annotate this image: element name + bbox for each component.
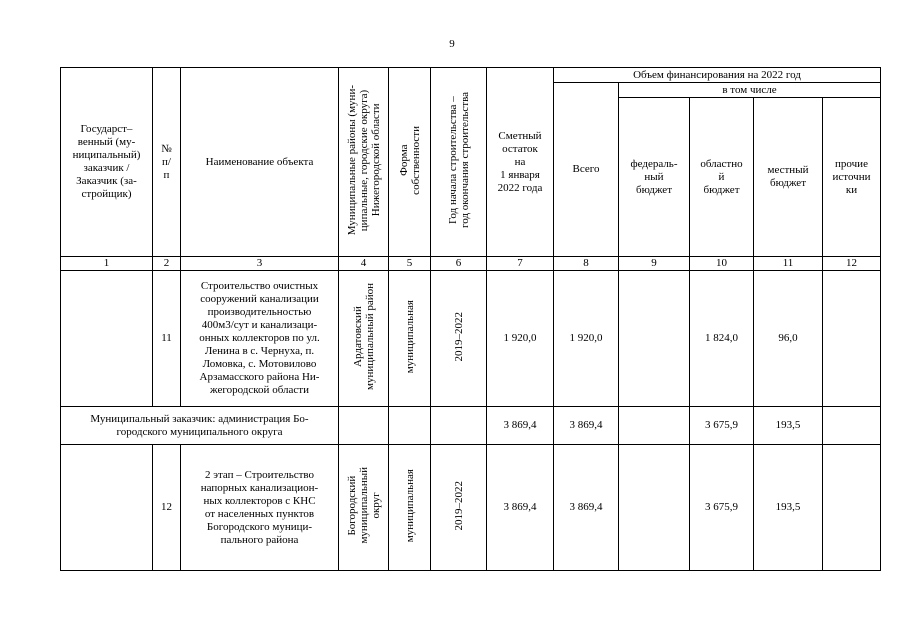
row12-remainder: 3 869,4 [487, 445, 554, 571]
customer-regional: 3 675,9 [690, 407, 754, 445]
header-total: Всего [554, 83, 619, 257]
table-row-12 [61, 445, 881, 571]
col-num-8: 8 [554, 257, 619, 271]
header-municipality-cell [339, 68, 389, 257]
row11-total: 1 920,0 [554, 271, 619, 407]
financing-table [60, 67, 881, 571]
customer-label: Муниципальный заказчик: администрация Бо- городского муниципального округа [61, 407, 339, 445]
row12-ownership: муниципальная [403, 468, 416, 543]
col-num-11: 11 [754, 257, 823, 271]
row12-local: 193,5 [754, 445, 823, 571]
row12-ownership-cell [389, 445, 431, 571]
row11-regional: 1 824,0 [690, 271, 754, 407]
row12-municipality: Богородский муниципальный округ [345, 467, 382, 544]
header-customer: Государст– венный (му- ниципальный) заказчик / Заказчик (за- стройщик) [61, 68, 153, 257]
row12-years-cell [431, 445, 487, 571]
row11-municipality-cell [339, 271, 389, 407]
col-num-4: 4 [339, 257, 389, 271]
header-object-name: Наименование объекта [181, 68, 339, 257]
row11-name: Строительство очистных сооружений канализации производительностью 400м3/сут и канализаци- онных коллекторов по ул. Ленина в с. Чернуха, п. Ломовка, с. Мотовилово Арзамасского района Ни- жегородской области [181, 271, 339, 407]
row12-federal [619, 445, 690, 571]
header-regional: областно й бюджет [690, 98, 754, 257]
row11-num: 11 [153, 271, 181, 407]
customer-municipality [339, 407, 389, 445]
header-federal: федераль- ный бюджет [619, 98, 690, 257]
header-including: в том числе [619, 83, 881, 98]
row11-customer [61, 271, 153, 407]
header-municipality: Муниципальные районы (муни- ципальные, городские округа) Нижегородской области [345, 84, 382, 236]
row12-name: 2 этап – Строительство напорных канализацион- ных коллекторов с КНС от населенных пунктов Богородского муници- пального района [181, 445, 339, 571]
row11-federal [619, 271, 690, 407]
customer-years [431, 407, 487, 445]
row12-years: 2019–2022 [452, 480, 465, 531]
row11-years-cell [431, 271, 487, 407]
row11-municipality: Ардатовский муниципальный район [351, 283, 376, 390]
customer-federal [619, 407, 690, 445]
col-num-6: 6 [431, 257, 487, 271]
customer-remainder: 3 869,4 [487, 407, 554, 445]
col-num-10: 10 [690, 257, 754, 271]
customer-local: 193,5 [754, 407, 823, 445]
row12-municipality-cell [339, 445, 389, 571]
row11-remainder: 1 920,0 [487, 271, 554, 407]
header-ownership: Форма собственности [397, 125, 422, 195]
header-local: местный бюджет [754, 98, 823, 257]
customer-ownership [389, 407, 431, 445]
header-years: Год начала строительства – год окончания строительства [446, 92, 471, 228]
row12-other [823, 445, 881, 571]
header-ownership-cell [389, 68, 431, 257]
row12-customer [61, 445, 153, 571]
col-num-9: 9 [619, 257, 690, 271]
header-financing-total: Объем финансирования на 2022 год [554, 68, 881, 83]
header-remainder: Сметный остаток на 1 января 2022 года [487, 68, 554, 257]
column-number-row [61, 257, 881, 271]
customer-other [823, 407, 881, 445]
col-num-1: 1 [61, 257, 153, 271]
customer-row [61, 407, 881, 445]
row12-regional: 3 675,9 [690, 445, 754, 571]
col-num-2: 2 [153, 257, 181, 271]
row12-total: 3 869,4 [554, 445, 619, 571]
page-number: 9 [449, 38, 455, 50]
row11-years: 2019–2022 [452, 311, 465, 362]
table-row-11 [61, 271, 881, 407]
header-other: прочие источни ки [823, 98, 881, 257]
row11-local: 96,0 [754, 271, 823, 407]
col-num-12: 12 [823, 257, 881, 271]
row11-ownership: муниципальная [403, 299, 416, 374]
header-years-cell [431, 68, 487, 257]
col-num-7: 7 [487, 257, 554, 271]
customer-total: 3 869,4 [554, 407, 619, 445]
row11-ownership-cell [389, 271, 431, 407]
col-num-3: 3 [181, 257, 339, 271]
row12-num: 12 [153, 445, 181, 571]
header-num: № п/ п [153, 68, 181, 257]
row11-other [823, 271, 881, 407]
col-num-5: 5 [389, 257, 431, 271]
